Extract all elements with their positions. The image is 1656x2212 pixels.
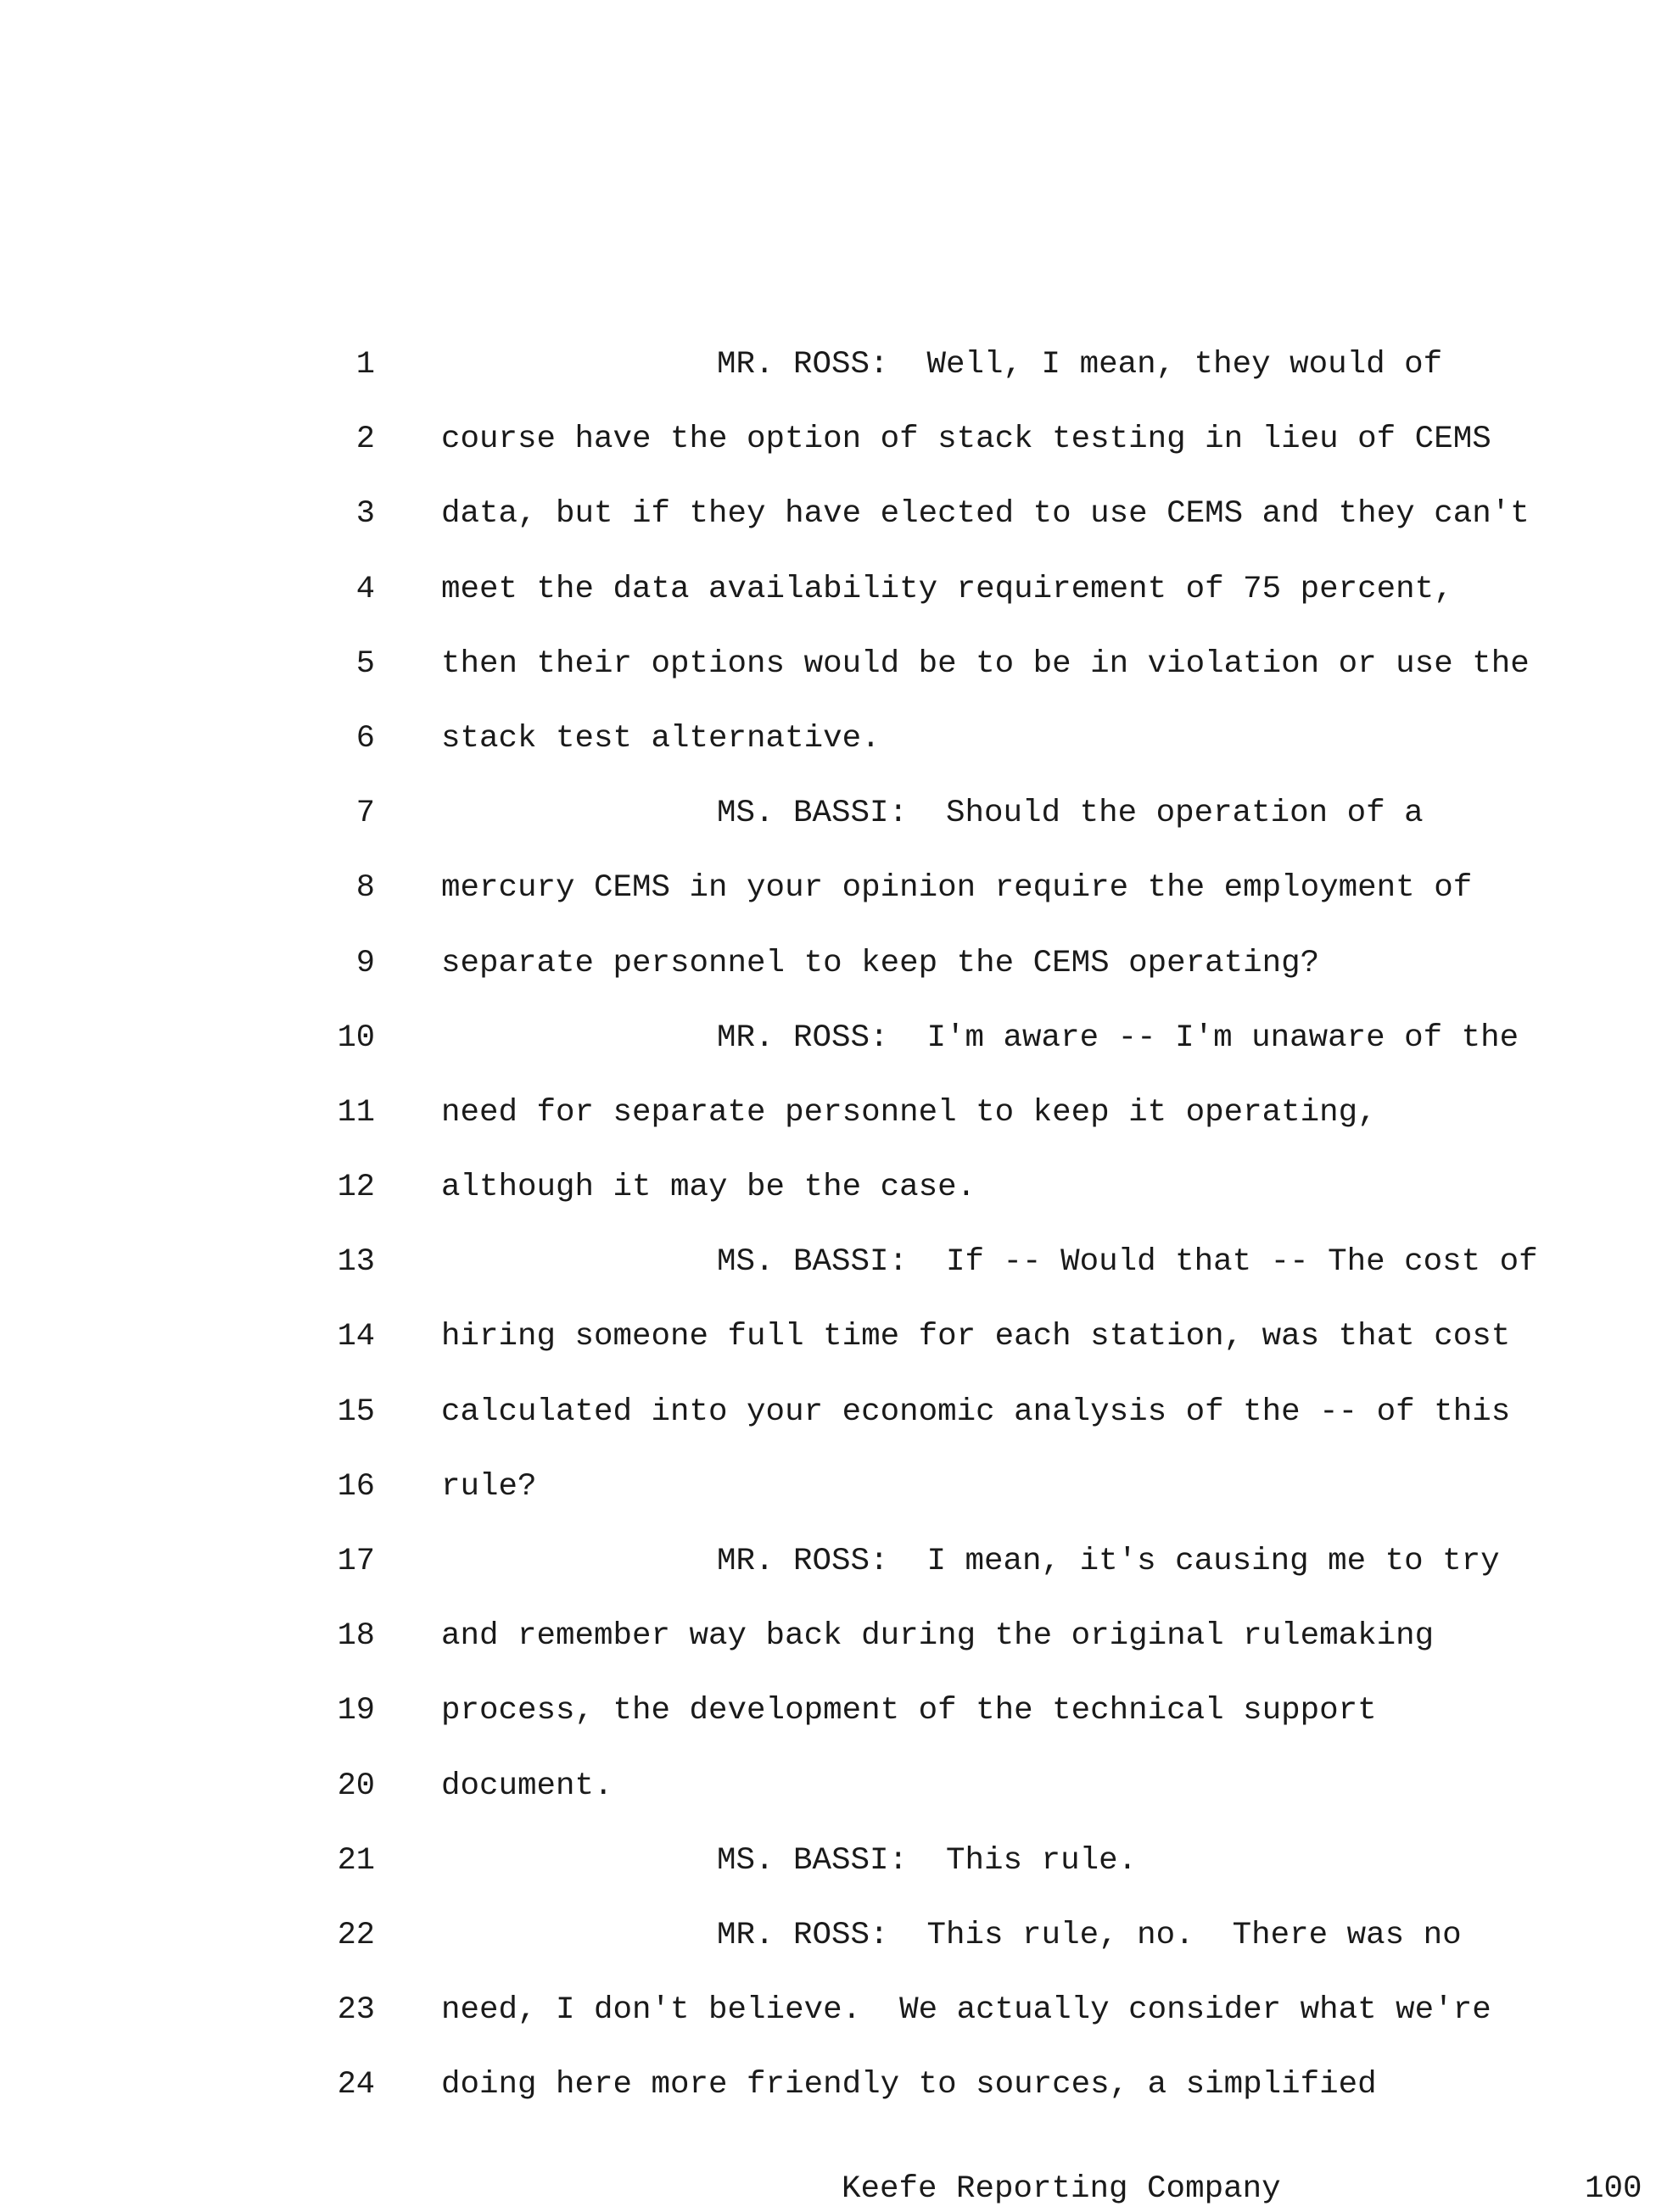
transcript-line (0, 1532, 1656, 1606)
line-number: 22 (337, 1917, 375, 1953)
line-number: 24 (337, 2067, 375, 2103)
line-text: data, but if they have elected to use CEMS and they can't (441, 496, 1530, 533)
transcript-line (0, 1083, 1656, 1158)
line-number: 23 (337, 1992, 375, 2029)
transcript-line (0, 1606, 1656, 1681)
transcript-line (0, 1382, 1656, 1457)
speaker-line-text: MR. ROSS: This rule, no. There was no (717, 1917, 1462, 1953)
transcript-line (0, 484, 1656, 559)
line-number: 17 (337, 1544, 375, 1579)
line-text: rule? (441, 1468, 537, 1505)
transcript-line (0, 1307, 1656, 1382)
line-number: 2 (355, 422, 375, 458)
page-number: 100 (1585, 2171, 1642, 2207)
transcript-line (0, 1831, 1656, 1906)
transcript-line (0, 784, 1656, 858)
line-number: 1 (355, 347, 375, 383)
line-number: 11 (337, 1094, 375, 1131)
transcript-line (0, 934, 1656, 1008)
transcript-line (0, 1457, 1656, 1532)
line-text: course have the option of stack testing in lieu of CEMS (441, 422, 1491, 458)
reporting-company: Keefe Reporting Company (842, 2171, 1281, 2207)
transcript-line (0, 410, 1656, 484)
line-number: 16 (337, 1468, 375, 1505)
line-text: meet the data availability requirement of 75 percent, (441, 571, 1453, 607)
transcript-line (0, 2055, 1656, 2130)
transcript-line (0, 1980, 1656, 2055)
transcript-line (0, 1232, 1656, 1307)
transcript-line (0, 1158, 1656, 1232)
line-text: mercury CEMS in your opinion require the employment of (441, 870, 1473, 907)
speaker-line-text: MS. BASSI: If -- Would that -- The cost of (717, 1244, 1538, 1281)
transcript-line (0, 1757, 1656, 1831)
line-text: separate personnel to keep the CEMS operating? (441, 945, 1320, 981)
transcript-line (0, 634, 1656, 709)
line-text: calculated into your economic analysis of the -- of this (441, 1394, 1511, 1430)
speaker-line-text: MR. ROSS: Well, I mean, they would of (717, 347, 1443, 383)
transcript-body (0, 335, 1656, 2131)
line-number: 9 (355, 945, 375, 981)
line-number: 21 (337, 1842, 375, 1879)
transcript-line (0, 709, 1656, 784)
line-text: document. (441, 1768, 613, 1804)
line-number: 5 (355, 645, 375, 682)
line-number: 10 (337, 1019, 375, 1056)
speaker-line-text: MR. ROSS: I mean, it's causing me to try (717, 1544, 1500, 1579)
transcript-line (0, 1008, 1656, 1083)
line-text: need, I don't believe. We actually consider what we're (441, 1992, 1491, 2029)
line-number: 19 (337, 1693, 375, 1729)
line-number: 3 (355, 496, 375, 533)
line-text: then their options would be to be in violation or use the (441, 645, 1530, 682)
line-text: and remember way back during the original rulemaking (441, 1618, 1435, 1655)
line-text: doing here more friendly to sources, a simplified (441, 2067, 1377, 2103)
line-number: 20 (337, 1768, 375, 1804)
transcript-line (0, 560, 1656, 634)
line-number: 13 (337, 1244, 375, 1281)
transcript-line (0, 1681, 1656, 1756)
line-number: 18 (337, 1618, 375, 1655)
transcript-line (0, 335, 1656, 410)
speaker-line-text: MS. BASSI: Should the operation of a (717, 796, 1424, 832)
speaker-line-text: MS. BASSI: This rule. (717, 1842, 1138, 1879)
line-number: 12 (337, 1170, 375, 1206)
page-footer (0, 2168, 1656, 2210)
line-number: 8 (355, 870, 375, 907)
speaker-line-text: MR. ROSS: I'm aware -- I'm unaware of the (717, 1019, 1519, 1056)
line-text: stack test alternative. (441, 720, 881, 757)
transcript-line (0, 858, 1656, 933)
line-number: 4 (355, 571, 375, 607)
line-text: although it may be the case. (441, 1170, 976, 1206)
line-text: need for separate personnel to keep it operating, (441, 1094, 1377, 1131)
transcript-line (0, 1906, 1656, 1980)
line-number: 7 (355, 796, 375, 832)
line-text: hiring someone full time for each station, was that cost (441, 1319, 1511, 1355)
line-number: 15 (337, 1394, 375, 1430)
line-text: process, the development of the technical support (441, 1693, 1377, 1729)
line-number: 14 (337, 1319, 375, 1355)
line-number: 6 (355, 720, 375, 757)
